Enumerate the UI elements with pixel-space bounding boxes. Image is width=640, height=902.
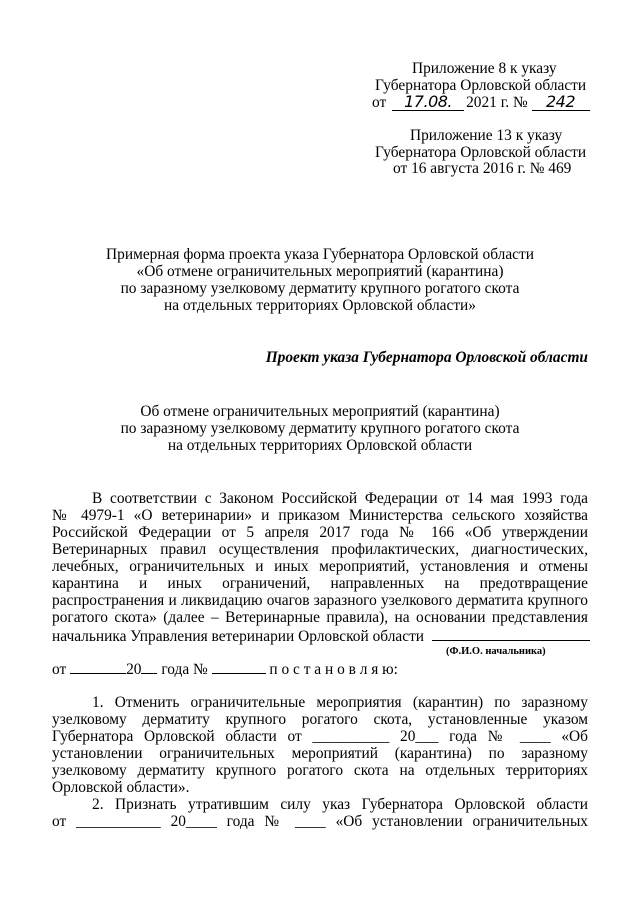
appendix-8-handwritten-date: 17.08. (392, 93, 464, 111)
preamble-line: Ветеринарных правил осуществления профилактических, диагностических, (52, 541, 588, 558)
resolve-line (52, 659, 398, 678)
appendix-13-line3: от 16 августа 2016 г. № 469 (393, 160, 572, 177)
preamble-line: лечебных, ограничительных и иных мероприятий, установления и отмены (52, 558, 588, 575)
appendix-8-date-prefix: от (372, 94, 387, 111)
preamble-line: карантина и иных ограничений, направленных на предотвращение (52, 575, 588, 592)
item2-line: 2. Признать утратившим силу указ Губернатора Орловской области (92, 796, 588, 813)
appendix-8-line2: Губернатора Орловской области (375, 77, 587, 94)
preamble-line: рогатого скота» (далее – Ветеринарные правила), на основании представления (52, 609, 588, 626)
preamble-line: № 4979-1 «О ветеринарии» и приказом Министерства сельского хозяйства (52, 507, 588, 524)
resolve-number-blank (212, 659, 266, 674)
form-title-line: на отдельных территориях Орловской области» (164, 297, 476, 314)
fio-caption: (Ф.И.О. начальника) (446, 646, 546, 657)
appendix-13-line2: Губернатора Орловской области (375, 144, 587, 161)
preamble-last-text: начальника Управления ветеринарии Орловской области (52, 628, 425, 645)
form-title-line: «Об отмене ограничительных мероприятий (карантина) (136, 263, 504, 280)
resolve-verb: п о с т а н о в л я ю: (269, 661, 398, 678)
item1-line: 1. Отменить ограничительные мероприятия (карантин) по заразному (92, 694, 588, 711)
item1-line: Губернатора Орловской области от __________ 20___ года № ____ «Об (52, 728, 588, 745)
resolve-from: от (52, 661, 67, 678)
appendix-8-date-line (372, 93, 590, 111)
preamble-line: распространения и ликвидацию очагов заразного узелкового дерматита крупного (52, 592, 588, 609)
fio-blank-line (432, 626, 590, 641)
item1-line: узелковому дерматиту крупного рогатого скота, установленные указом (52, 711, 588, 728)
appendix-8-handwritten-number: 242 (532, 93, 590, 111)
decree-title-line: по заразному узелковому дерматиту крупного рогатого скота (120, 420, 520, 437)
appendix-13-line1: Приложение 13 к указу (410, 127, 563, 144)
preamble-line: Российской Федерации от 5 апреля 2017 года № 166 «Об утверждении (52, 524, 588, 541)
form-title-line: Примерная форма проекта указа Губернатора Орловской области (106, 246, 534, 263)
resolve-date-blank (70, 659, 126, 674)
item1-last-line: Орловской области». (52, 779, 190, 796)
decree-title-line: на отдельных территориях Орловской области (167, 437, 473, 454)
resolve-year-suffix: года № (161, 661, 208, 678)
preamble-line: В соответствии с Законом Российской Федерации от 14 мая 1993 года (92, 490, 588, 507)
item1-line: установлении ограничительных мероприятий (карантина) по заразному (52, 745, 588, 762)
decree-title-line: Об отмене ограничительных мероприятий (карантина) (140, 403, 500, 420)
item2-line: от ___________ 20____ года № ____ «Об установлении ограничительных (52, 813, 588, 830)
item1-line: узелковому дерматиту крупного рогатого скота на отдельных территориях (52, 762, 588, 779)
resolve-year: 20 (126, 661, 142, 678)
appendix-8-line1: Приложение 8 к указу (412, 60, 557, 77)
draft-heading: Проект указа Губернатора Орловской области (265, 349, 588, 366)
form-title-line: по заразному узелковому дерматиту крупного рогатого скота (120, 280, 520, 297)
resolve-year-blank (141, 659, 157, 674)
appendix-8-date-year: 2021 г. № (466, 94, 528, 111)
